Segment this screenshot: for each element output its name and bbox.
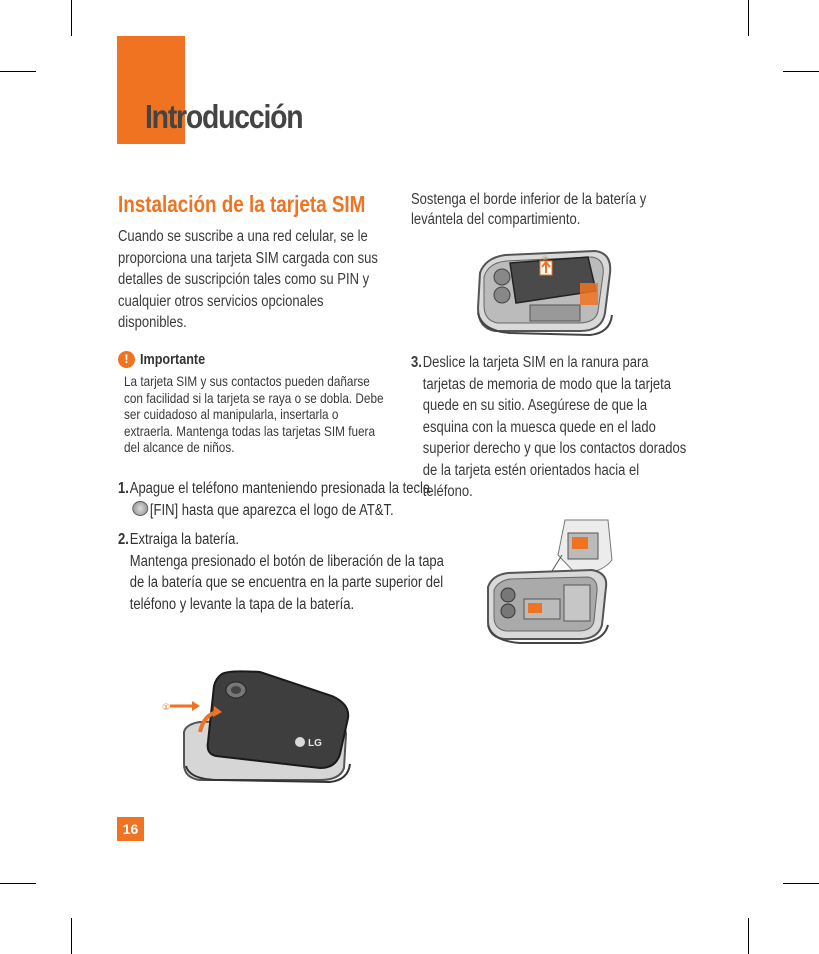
exclamation-icon: ! xyxy=(118,351,135,368)
step-text: Mantenga presionado el botón de liberación de la tapa de la batería que se encuentra en la parte superior del teléfono y levante la tapa de la batería. xyxy=(129,552,444,613)
note-title: Importante xyxy=(140,351,206,368)
end-key-icon xyxy=(132,501,148,516)
step-3 xyxy=(411,352,721,503)
step-1 xyxy=(118,478,445,521)
note-body xyxy=(124,373,434,456)
crop-mark xyxy=(0,71,36,72)
step-number: 1. xyxy=(118,480,129,497)
steps-list-left xyxy=(118,478,444,615)
key-label: [FIN] xyxy=(149,501,179,519)
crop-mark xyxy=(783,883,819,884)
crop-mark xyxy=(71,918,72,954)
battery-instruction xyxy=(411,190,731,230)
cover-callout: ① xyxy=(162,703,171,713)
note-heading xyxy=(118,351,218,368)
battery-removal-illustration xyxy=(470,243,620,338)
battery-text: Sostenga el borde inferior de la batería y levántela del compartimiento. xyxy=(411,191,647,228)
step-2 xyxy=(118,529,445,615)
step-number: 3. xyxy=(411,354,422,371)
crop-mark xyxy=(748,0,749,36)
crop-mark xyxy=(71,0,72,36)
step-text: Apague el teléfono manteniendo presionada la tecla xyxy=(129,480,431,497)
chapter-title: Introducción xyxy=(145,98,303,135)
crop-mark xyxy=(748,918,749,954)
sim-insertion-illustration xyxy=(480,515,620,645)
section-title: Instalación de la tarjeta SIM xyxy=(118,191,366,217)
crop-mark xyxy=(0,883,36,884)
lg-logo: LG xyxy=(308,738,322,749)
step-number: 2. xyxy=(118,531,129,548)
note-text: La tarjeta SIM y sus contactos pueden dañarse con facilidad si la tarjeta se raya o se dobla. Debe ser cuidadoso al manipularla, insertarla o extraerla. Mantenga todas las tarjetas SIM fuera del alcance de niños. xyxy=(124,373,384,455)
intro-paragraph xyxy=(118,226,428,334)
step-text: Extraiga la batería. xyxy=(129,531,240,548)
cover-removal-illustration xyxy=(160,668,365,783)
intro-text: Cuando se suscribe a una red celular, se le proporciona una tarjeta SIM cargada con sus detalles de suscripción tales como su PIN y cualquier otros servicios opcionales disponibles. xyxy=(118,228,378,331)
step-text: Deslice la tarjeta SIM en la ranura para tarjetas de memoria de modo que la tarjeta quede en su sitio. Asegúrese de que la esquina con la muesca quede en el lado superior derecho y que los contactos dorados de la tarjeta estén orientados hacia el teléfono. xyxy=(422,354,687,500)
page-number: 16 xyxy=(117,817,144,841)
step-text: hasta que aparezca el logo de AT&T. xyxy=(181,501,394,519)
crop-mark xyxy=(783,71,819,72)
battery-callout: ② xyxy=(542,255,549,263)
